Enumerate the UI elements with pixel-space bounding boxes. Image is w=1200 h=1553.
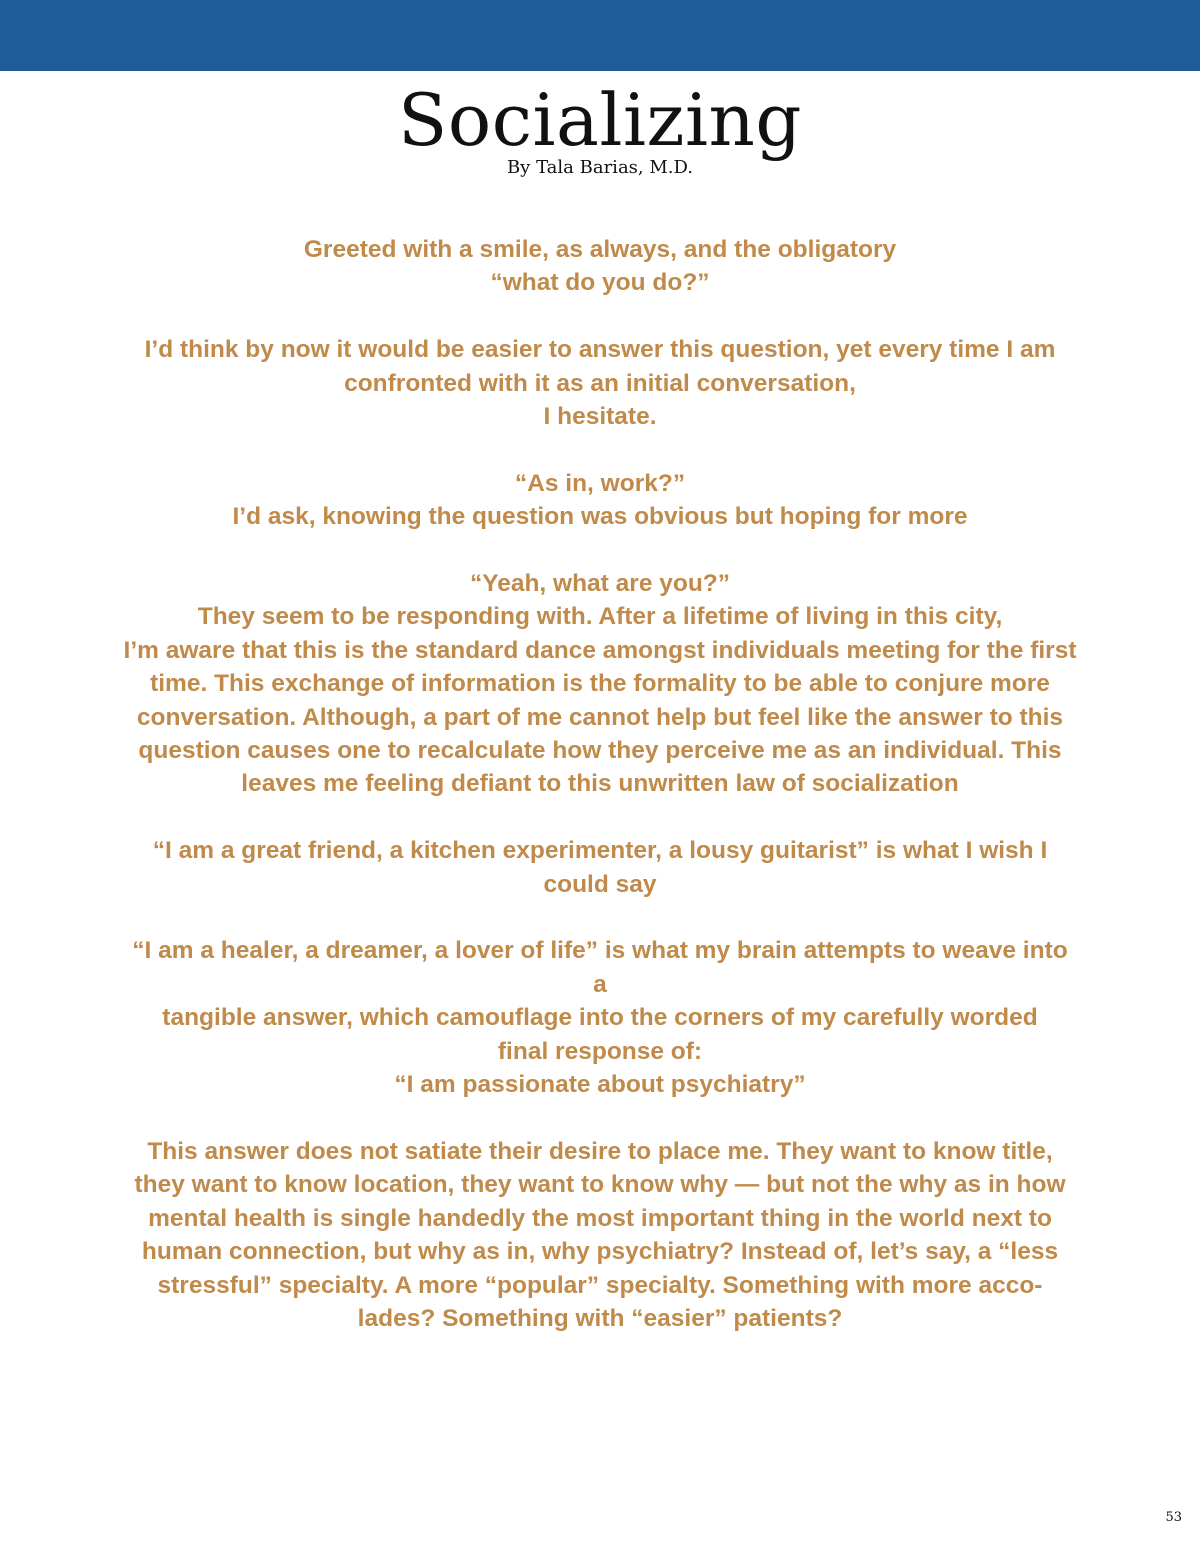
- poem-line: lades? Something with “easier” patients?: [357, 1304, 843, 1332]
- poem-line: “what do you do?”: [490, 269, 710, 297]
- poem-line: a: [593, 970, 607, 998]
- poem-line: confronted with it as an initial conversation,: [344, 369, 856, 397]
- poem-line: mental health is single handedly the most important thing in the world next to: [148, 1204, 1052, 1232]
- poem-line: [100, 801, 1100, 834]
- poem-line: “I am passionate about psychiatry”: [394, 1071, 806, 1099]
- poem-line: question causes one to recalculate how they perceive me as an individual. This: [138, 737, 1062, 765]
- poem-line: stressful” specialty. A more “popular” specialty. Something with more acco-: [157, 1271, 1043, 1299]
- poem-line: “Yeah, what are you?”: [469, 570, 731, 598]
- poem-line: “I am a healer, a dreamer, a lover of life” is what my brain attempts to weave into: [132, 937, 1068, 965]
- article-title: Socializing: [398, 78, 802, 162]
- poem-line: [100, 534, 1100, 567]
- page-number: 53: [1165, 1510, 1182, 1525]
- poem-line: “As in, work?”: [514, 469, 686, 497]
- poem-line: I hesitate.: [543, 403, 657, 431]
- poem-line: Greeted with a smile, as always, and the obligatory: [303, 236, 897, 263]
- poem-line: conversation. Although, a part of me cannot help but feel like the answer to this: [136, 703, 1064, 731]
- poem-line: could say: [543, 870, 657, 898]
- poem-line: I’d think by now it would be easier to answer this question, yet every time I am: [144, 336, 1056, 364]
- poem-line: human connection, but why as in, why psychiatry? Instead of, let’s say, a “less: [141, 1238, 1059, 1266]
- poem-line: time. This exchange of information is the formality to be able to conjure more: [150, 670, 1050, 698]
- poem-line: they want to know location, they want to know why — but not the why as in how: [134, 1171, 1066, 1199]
- poem-line: [100, 433, 1100, 466]
- poem-line: I’m aware that this is the standard dance amongst individuals meeting for the first: [123, 636, 1077, 664]
- poem-line: [100, 300, 1100, 333]
- poem-line: They seem to be responding with. After a lifetime of living in this city,: [197, 603, 1003, 631]
- poem-line: This answer does not satiate their desire to place me. They want to know title,: [147, 1137, 1053, 1165]
- poem-line: I’d ask, knowing the question was obvious but hoping for more: [232, 503, 968, 531]
- header-color-band: [0, 0, 1200, 71]
- poem-body: [100, 233, 1100, 1335]
- poem-line: [100, 901, 1100, 934]
- poem-line: [100, 1101, 1100, 1134]
- poem-line: tangible answer, which camouflage into the corners of my carefully worded: [162, 1004, 1038, 1032]
- poem-line: leaves me feeling defiant to this unwritten law of socialization: [241, 770, 959, 798]
- poem-line: final response of:: [497, 1037, 703, 1065]
- article-byline: By Tala Barias, M.D.: [506, 157, 694, 178]
- poem-line: “I am a great friend, a kitchen experimenter, a lousy guitarist” is what I wish I: [152, 837, 1048, 865]
